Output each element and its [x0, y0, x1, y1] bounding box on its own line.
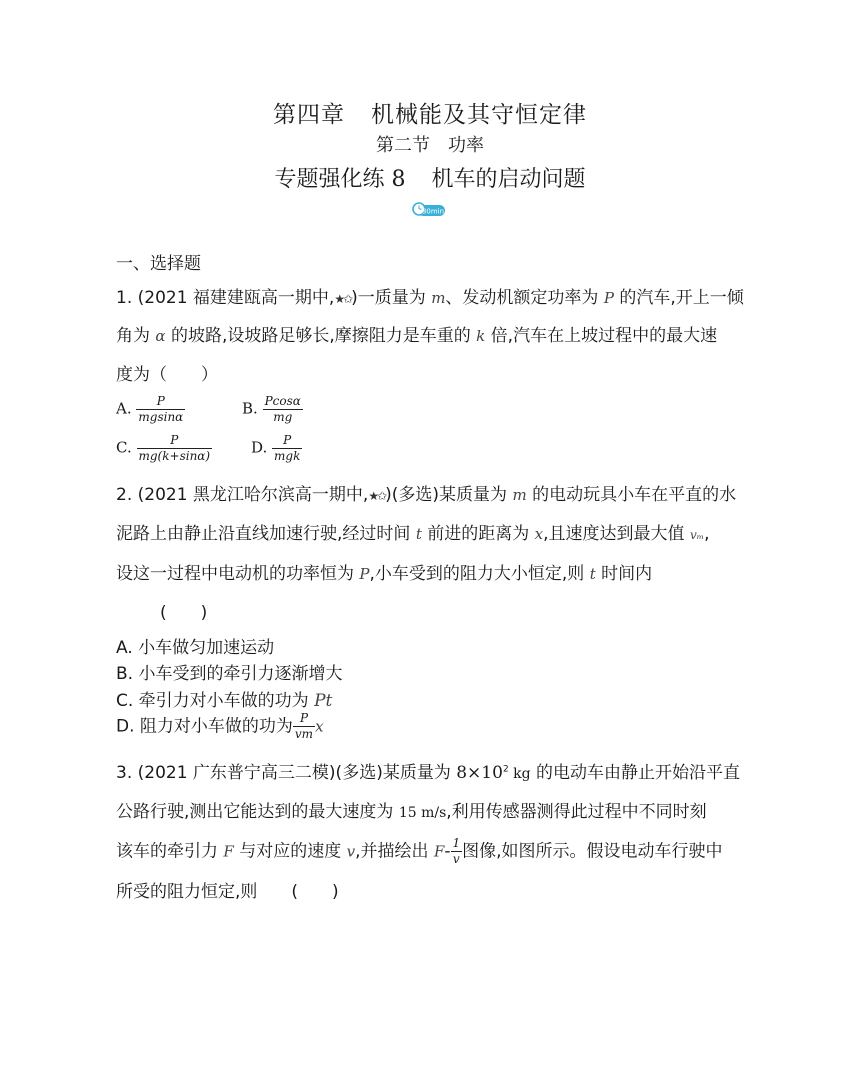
section-title — [0, 131, 860, 157]
chapter-title — [0, 96, 860, 129]
chapter-name: 机械能及其守恒定律 — [371, 102, 587, 128]
q3-line-2: 公路行驶,测出它能达到的最大速度为 15 m/s,利用传感器测得此过程中不同时刻 — [116, 802, 707, 822]
timer-label: 30min — [421, 207, 445, 216]
section-name: 功率 — [448, 135, 484, 156]
q2-option-a[interactable]: A. 小车做匀加速运动 — [116, 638, 275, 658]
practice-number: 专题强化练 8 — [274, 167, 406, 192]
q1-option-a[interactable]: A. $\frac{P}{mgsin\alpha}$ — [116, 394, 184, 424]
q3-line-3: 该车的牵引力 F 与对应的速度 v,并描绘出 F- $\frac{1}{v}$ 图像,如图所示。假设电动车行驶中 — [116, 836, 723, 866]
q2-line-1: 2. (2021 黑龙江哈尔滨高一期中,★✩)(多选)某质量为 m 的电动玩具小车在平直的水 — [116, 485, 737, 505]
practice-name: 机车的启动问题 — [431, 167, 586, 192]
difficulty-stars-icon: ★✩ — [334, 292, 352, 306]
q3-line-4: 所受的阻力恒定,则 ( ) — [116, 882, 339, 902]
q2-answer-paren: ( ) — [160, 603, 208, 623]
q2-line-2: 泥路上由静止沿直线加速行驶,经过时间 t 前进的距离为 x,且速度达到最大值 vₘ, — [116, 524, 710, 544]
q1-option-c[interactable]: C. $\frac{P}{mg(k+\sin\alpha)}$ — [116, 433, 211, 463]
section-heading: 一、选择题 — [116, 254, 201, 274]
section-number: 第二节 — [376, 135, 430, 156]
timer-badge — [412, 201, 446, 217]
q1-line-1: 1. (2021 福建建瓯高一期中,★✩)一质量为 m、发动机额定功率为 P 的汽车,开上一倾 — [116, 288, 744, 308]
q3-line-1: 3. (2021 广东普宁高三二模)(多选)某质量为 $8\times 10^2$ kg 的电动车由静止开始沿平直 — [116, 763, 740, 783]
q2-option-c[interactable]: C. 牵引力对小车做的功为 Pt — [116, 691, 333, 711]
q1-line-3: 度为（ ） — [116, 365, 218, 385]
q1-option-b[interactable]: B. $\frac{Pcos\alpha}{mg}$ — [242, 394, 301, 424]
q2-option-d[interactable]: D. 阻力对小车做的功为 $\frac{P}{vm}$ x — [116, 711, 324, 741]
practice-title — [0, 162, 860, 193]
q1-option-d[interactable]: D. $\frac{P}{\text{mgk}}$ — [251, 433, 301, 463]
difficulty-stars-icon: ★✩ — [368, 489, 386, 503]
chapter-number: 第四章 — [273, 102, 345, 128]
q2-option-b[interactable]: B. 小车受到的牵引力逐渐增大 — [116, 664, 343, 684]
q2-line-3: 设这一过程中电动机的功率恒为 P,小车受到的阻力大小恒定,则 t 时间内 — [116, 564, 653, 584]
q1-line-2: 角为 α 的坡路,设坡路足够长,摩擦阻力是车重的 k 倍,汽车在上坡过程中的最大速 — [116, 326, 718, 346]
